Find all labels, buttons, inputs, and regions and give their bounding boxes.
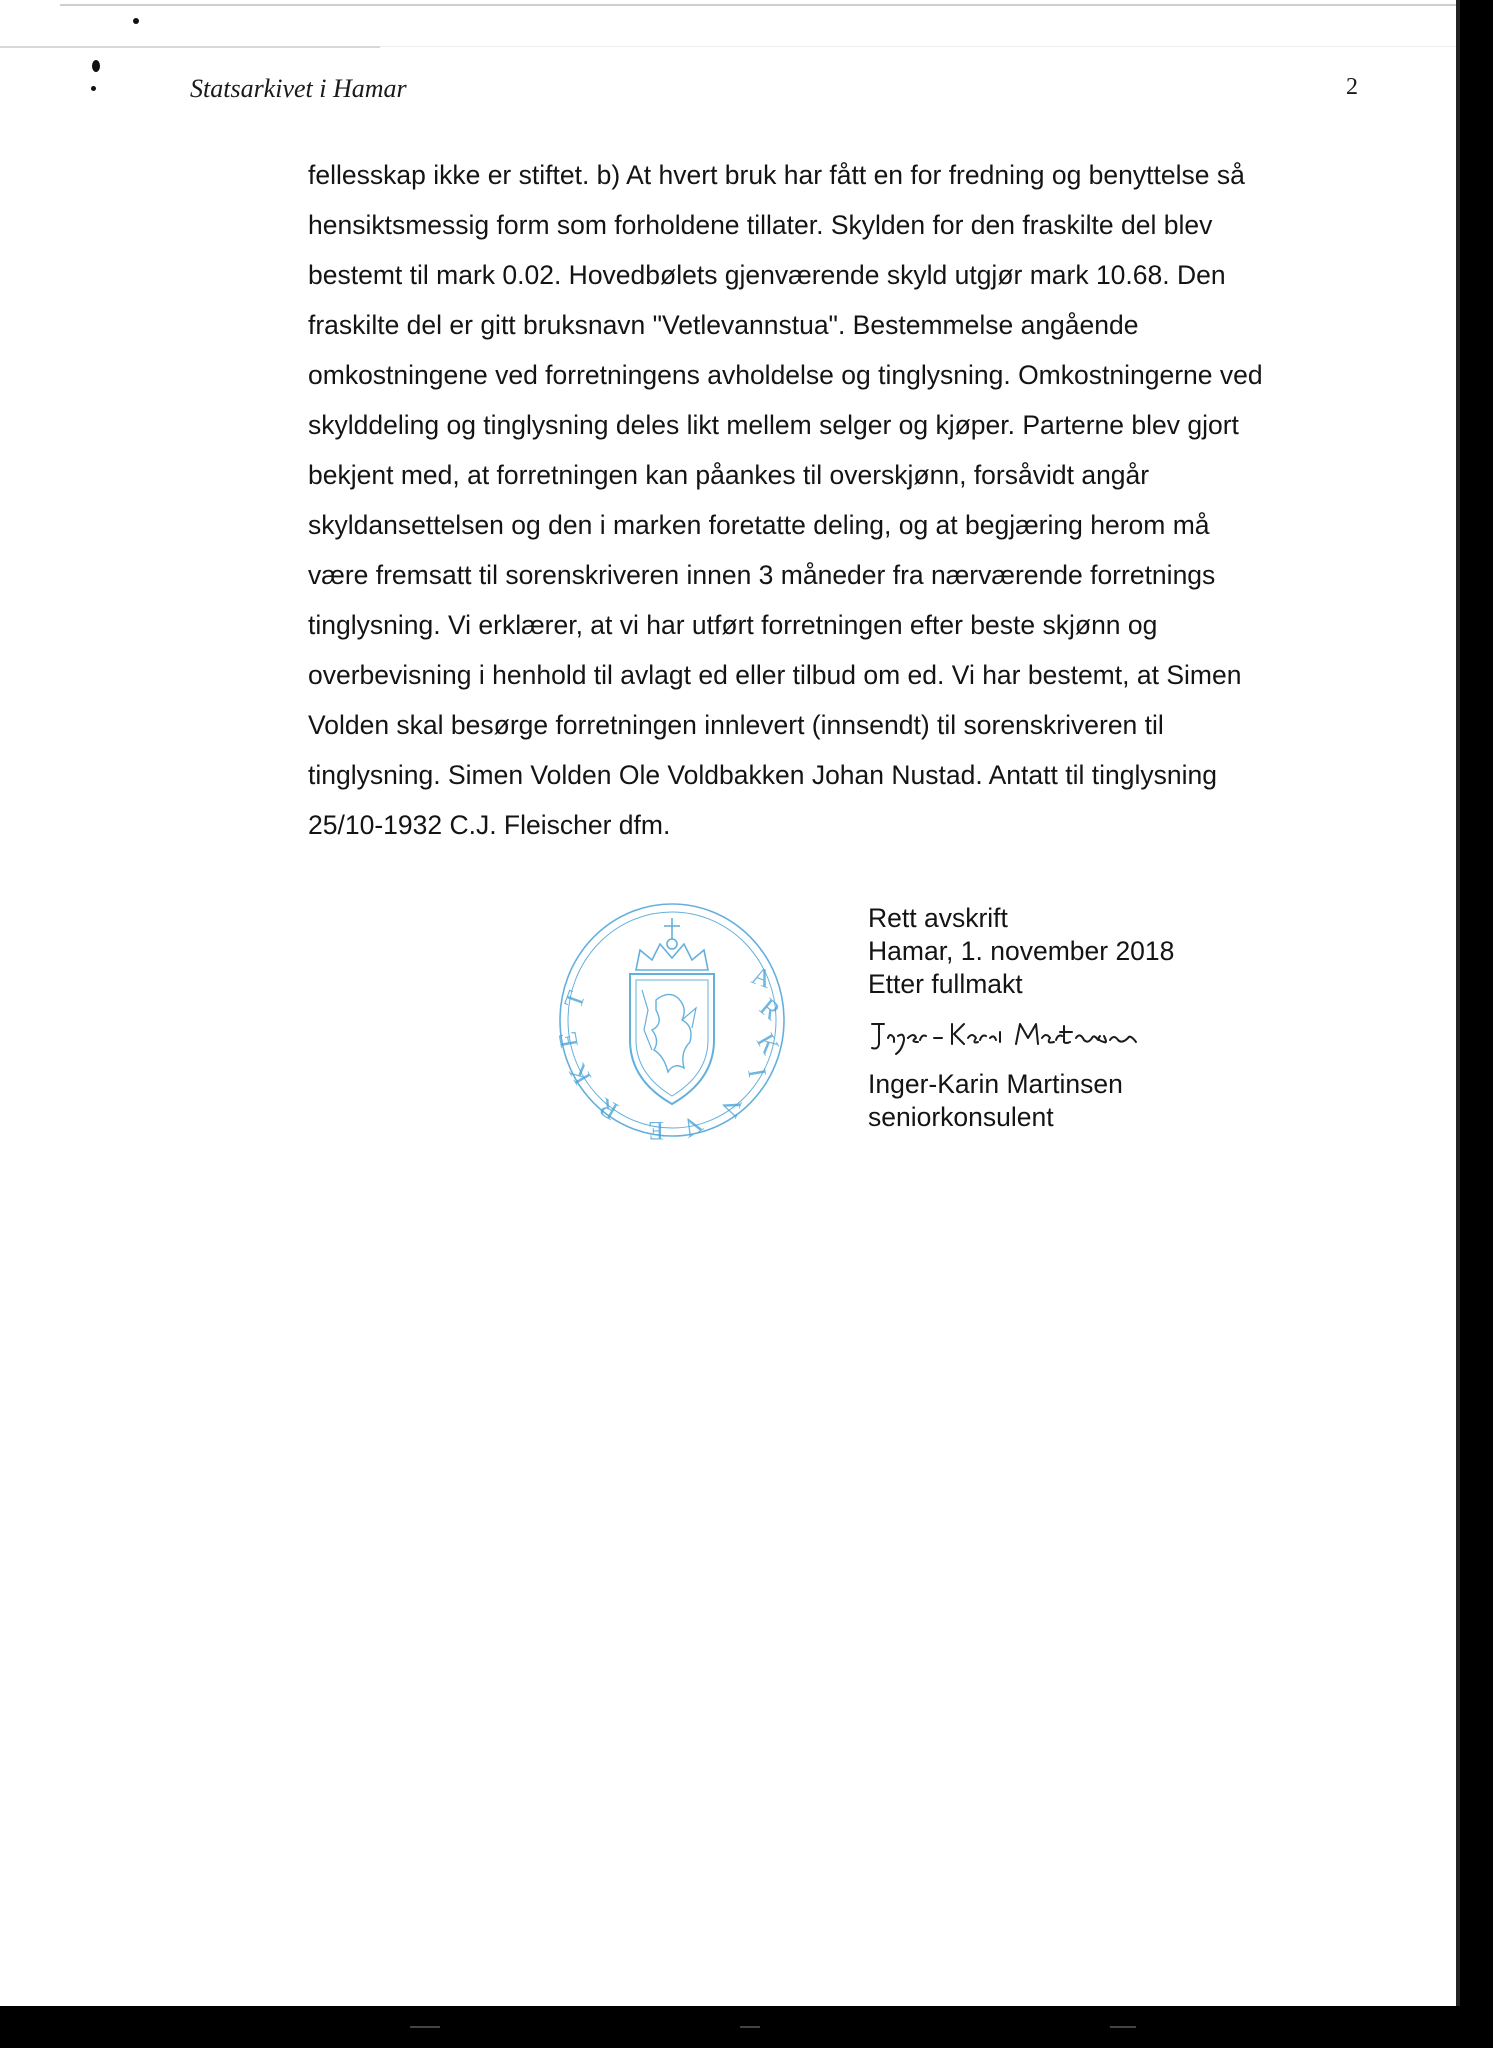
scan-artifact-line xyxy=(740,2026,760,2028)
svg-text:R: R xyxy=(754,992,787,1026)
signer-block xyxy=(868,1068,1123,1134)
certification-block xyxy=(868,902,1174,1001)
scan-speck xyxy=(92,60,100,72)
body-line: skylddeling og tinglysning deles likt mellem selger og kjøper. Parterne blev gjort xyxy=(308,410,1239,440)
body-line: fellesskap ikke er stiftet. b) At hvert bruk har fått en for fredning og benyttelse så xyxy=(308,160,1245,190)
transcription-body xyxy=(308,150,1368,850)
page-number: 2 xyxy=(1346,74,1358,100)
handwritten-signature xyxy=(866,1014,1226,1058)
body-line: 25/10-1932 C.J. Fleischer dfm. xyxy=(308,810,671,840)
svg-text:V: V xyxy=(676,1108,708,1144)
scan-artifact-line xyxy=(410,2026,440,2028)
scan-artifact-line xyxy=(380,46,1456,47)
svg-text:K: K xyxy=(750,1028,786,1060)
certification-authority: Etter fullmakt xyxy=(868,969,1023,999)
svg-text:T: T xyxy=(558,987,592,1013)
scan-artifact-line xyxy=(0,46,380,48)
body-line: Volden skal besørge forretningen innlevert (innsendt) til sorenskriveren til xyxy=(308,710,1164,740)
scan-artifact-line xyxy=(1110,2026,1136,2028)
archive-header-title: Statsarkivet i Hamar xyxy=(190,74,407,103)
scan-speck xyxy=(91,86,96,91)
body-line: omkostningene ved forretningens avholdelse og tinglysning. Omkostningerne ved xyxy=(308,360,1263,390)
svg-text:A: A xyxy=(747,960,776,995)
body-line: overbevisning i henhold til avlagt ed eller tilbud om ed. Vi har bestemt, at Simen xyxy=(308,660,1242,690)
body-line: fraskilte del er gitt bruksnavn "Vetlevannstua". Bestemmelse angående xyxy=(308,310,1139,340)
body-line: være fremsatt til sorenskriveren innen 3 måneder fra nærværende forretnings xyxy=(308,560,1216,590)
svg-text:E: E xyxy=(648,1116,664,1145)
archive-seal-stamp xyxy=(552,900,788,1145)
scan-border-edge xyxy=(1456,0,1460,2006)
body-line: bestemt til mark 0.02. Hovedbølets gjenværende skyld utgjør mark 10.68. Den xyxy=(308,260,1226,290)
scan-speck xyxy=(133,18,139,24)
svg-text:V: V xyxy=(713,1093,748,1122)
svg-text:E: E xyxy=(552,1029,584,1050)
scan-artifact-line xyxy=(60,4,1456,6)
body-line: skyldansettelsen og den i marken foretatte deling, og at begjæring herom må xyxy=(308,510,1210,540)
body-line: hensiktsmessig form som forholdene tillater. Skylden for den fraskilte del blev xyxy=(308,210,1213,240)
svg-text:R: R xyxy=(593,1092,623,1126)
signer-name: Inger-Karin Martinsen xyxy=(868,1069,1123,1099)
svg-text:I: I xyxy=(742,1066,773,1080)
body-line: tinglysning. Vi erklærer, at vi har utført forretningen efter beste skjønn og xyxy=(308,610,1158,640)
body-line: bekjent med, at forretningen kan påankes til overskjønn, forsåvidt angår xyxy=(308,460,1150,490)
signer-title: seniorkonsulent xyxy=(868,1102,1054,1132)
body-line: tinglysning. Simen Volden Ole Voldbakken Johan Nustad. Antatt til tinglysning xyxy=(308,760,1217,790)
svg-text:K: K xyxy=(562,1058,598,1090)
certification-title: Rett avskrift xyxy=(868,903,1008,933)
certification-place-date: Hamar, 1. november 2018 xyxy=(868,936,1175,966)
